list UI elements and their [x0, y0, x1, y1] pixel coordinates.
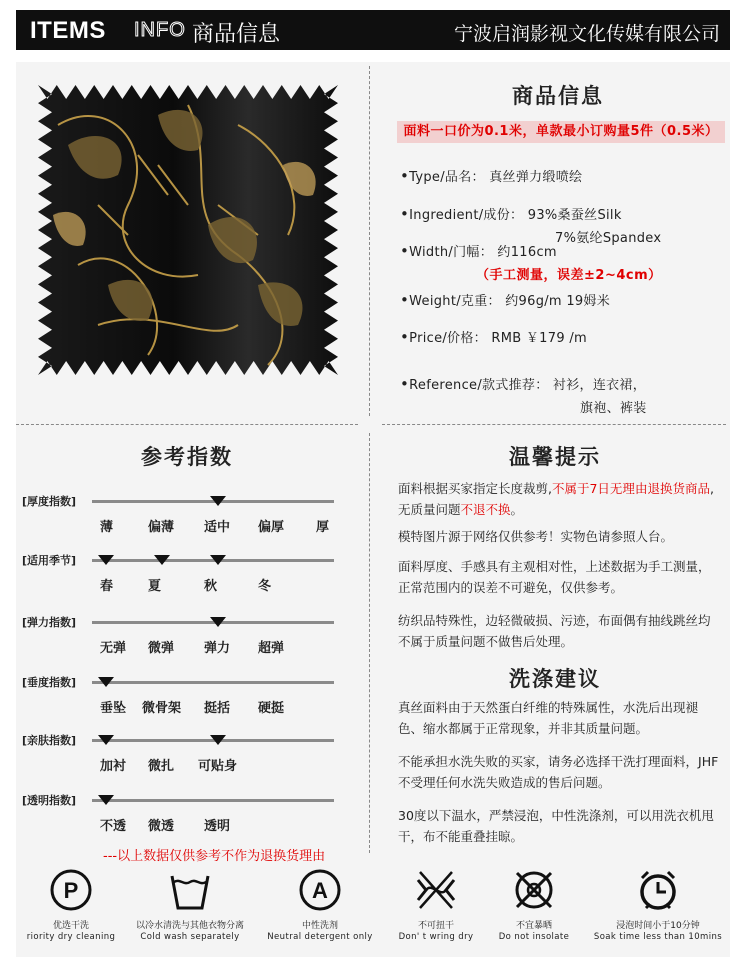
product-info-heading: 商品信息	[512, 84, 604, 108]
scale-option: 微扎	[148, 759, 175, 774]
cold-wash-tub-icon	[168, 868, 212, 912]
scale-option: 弹力	[204, 641, 231, 656]
header-items-text: ITEMS	[30, 17, 106, 44]
spec-type	[400, 166, 582, 185]
tips-paragraph-1	[398, 478, 720, 520]
scale-option: 偏厚	[258, 520, 285, 535]
scale-marker	[210, 617, 226, 627]
scale-label: [适用季节]	[22, 554, 77, 567]
spec-width	[400, 241, 557, 260]
tips-p1-red2: 不退不换	[460, 502, 511, 517]
care-caption-cn: 优选干洗	[52, 921, 89, 931]
washing-paragraph-1: 真丝面料由于天然蛋白纤维的特殊属性，水洗后出现褪色、缩水都属于正常现象，并非其质量问题。	[398, 700, 699, 736]
scale-option: 厚	[316, 520, 330, 535]
tips-heading: 温馨提示	[509, 445, 601, 469]
tips-paragraph-4: 纺织品特殊性，边轻微破损、污迹，布面偶有抽线跳丝均不属于质量问题不做售后处理。	[398, 613, 711, 649]
scale-label: [弹力指数]	[22, 616, 77, 629]
scale-option: 不透	[100, 819, 127, 834]
scale-option: 偏薄	[148, 520, 175, 535]
care-caption-en: Soak time less than 10mins	[593, 932, 723, 942]
scale-label: [亲肤指数]	[22, 734, 77, 747]
care-caption-cn: 中性洗剂	[301, 921, 338, 931]
header-title: 商品信息	[192, 22, 281, 47]
washing-paragraph-3: 30度以下温水，严禁浸泡，中性洗涤剂，可以用洗衣机甩干，布不能重叠挂晾。	[398, 808, 714, 844]
svg-text:A: A	[312, 878, 328, 903]
scale-option: 垂坠	[100, 701, 127, 716]
divider-horizontal-right	[382, 424, 726, 425]
spec-type-text: Type/品名： 真丝弹力缎喷绘	[409, 170, 583, 185]
scale-option: 超弹	[258, 641, 285, 656]
scale-marker	[98, 795, 114, 805]
reference-index-heading: 参考指数	[141, 445, 233, 469]
scale-line	[92, 681, 334, 684]
reference-disclaimer: ---以上数据仅供参考不作为退换货理由	[103, 849, 326, 864]
divider-horizontal-left	[16, 424, 358, 425]
bullet: •	[400, 328, 410, 346]
scale-marker	[154, 555, 170, 565]
care-caption-cn: 浸泡时间小于10分钟	[616, 921, 700, 931]
scale-option: 微骨架	[142, 701, 182, 716]
scale-option: 硬挺	[258, 701, 285, 716]
care-caption-en: Do not insolate	[498, 932, 570, 942]
scale-option: 无弹	[100, 641, 127, 656]
scale-option: 微透	[148, 819, 175, 834]
scale-label: [垂度指数]	[22, 676, 77, 689]
spec-width-note: （手工测量，误差±2~4cm）	[476, 268, 662, 283]
scale-option: 春	[100, 579, 114, 594]
spec-ingredient	[400, 204, 622, 223]
care-caption-cn: 不宜暴晒	[515, 921, 552, 931]
scale-option: 薄	[100, 520, 114, 535]
tips-p1-end: 。	[510, 502, 524, 517]
care-caption-en: Neutral detergent only	[267, 932, 373, 942]
care-caption-en: Cold wash separately	[140, 932, 240, 942]
washing-paragraph-2: 不能承担水洗失败的买家，请务必选择干洗打理面料，JHF不受理任何水洗失败造成的售后问题。	[398, 754, 719, 790]
scale-marker	[98, 555, 114, 565]
tips-p1-text: 面料根据买家指定长度裁剪,	[398, 481, 552, 496]
scale-line	[92, 799, 334, 802]
tips-p1-red: 不属于7日无理由退换货商品	[551, 481, 710, 496]
header-bar	[16, 10, 730, 50]
bullet: •	[400, 242, 410, 260]
bullet: •	[400, 167, 410, 185]
scale-option: 冬	[258, 579, 272, 594]
do-not-sun-icon	[512, 868, 556, 912]
spec-reference-text: Reference/款式推荐： 衬衫，连衣裙，	[409, 378, 647, 393]
scale-option: 适中	[204, 520, 231, 535]
scale-marker	[98, 677, 114, 687]
bullet: •	[400, 205, 410, 223]
spec-reference-line2: 旗袍、裤装	[580, 401, 647, 416]
tips-paragraph-3: 面料厚度、手感具有主观相对性，上述数据为手工测量，正常范围内的误差不可避免，仅供参考。	[398, 559, 711, 595]
spec-weight	[400, 290, 610, 309]
tips-p1-text-b: ,无质量问题	[398, 481, 714, 517]
scale-option: 挺括	[204, 701, 231, 716]
tips-paragraph-2: 模特图片源于网络仅供参考！实物色请参照人台。	[398, 529, 674, 544]
soak-timer-icon	[636, 868, 680, 912]
spec-reference	[400, 374, 646, 393]
scale-marker	[210, 735, 226, 745]
scale-label: [透明指数]	[22, 794, 77, 807]
neutral-detergent-a-icon	[298, 868, 342, 912]
scale-option: 夏	[148, 579, 162, 594]
care-caption-cn: 不可扭干	[417, 921, 454, 931]
do-not-wring-icon	[414, 868, 458, 912]
spec-weight-text: Weight/克重： 约96g/m 19姆米	[409, 294, 611, 309]
scale-marker	[98, 735, 114, 745]
header-info-text: INFO	[134, 19, 186, 41]
care-caption-en: Don' t wring dry	[398, 932, 474, 942]
scale-marker	[210, 555, 226, 565]
divider-vertical-bottom	[369, 433, 370, 853]
spec-price-text: Price/价格： RMB ￥179 /m	[409, 331, 587, 346]
order-notice: 面料一口价为0.1米，单款最小订购量5件（0.5米）	[397, 121, 725, 143]
scale-marker	[210, 496, 226, 506]
company-name: 宁波启润影视文化传媒有限公司	[453, 23, 720, 45]
spec-width-text: Width/门幅： 约116cm	[409, 245, 557, 260]
care-caption-cn: 以冷水清洗与其他衣物分离	[135, 921, 244, 931]
washing-heading: 洗涤建议	[509, 667, 601, 691]
spec-ingredient-text: Ingredient/成份： 93%桑蚕丝Silk	[409, 208, 622, 223]
scale-option: 透明	[204, 819, 231, 834]
scale-option: 加衬	[100, 759, 127, 774]
scale-option: 微弹	[148, 641, 175, 656]
scale-label: [厚度指数]	[22, 495, 77, 508]
scale-option: 可贴身	[198, 759, 238, 774]
spec-price	[400, 327, 587, 346]
scale-option: 秋	[204, 579, 218, 594]
fabric-swatch-image	[38, 85, 338, 375]
bullet: •	[400, 291, 410, 309]
bullet: •	[400, 375, 410, 393]
spec-ingredient-line2: 7%氨纶Spandex	[555, 231, 662, 246]
svg-text:P: P	[63, 878, 79, 903]
divider-vertical-top	[369, 66, 370, 416]
dry-clean-p-icon	[49, 868, 93, 912]
care-caption-en: riority dry cleaning	[26, 932, 116, 942]
